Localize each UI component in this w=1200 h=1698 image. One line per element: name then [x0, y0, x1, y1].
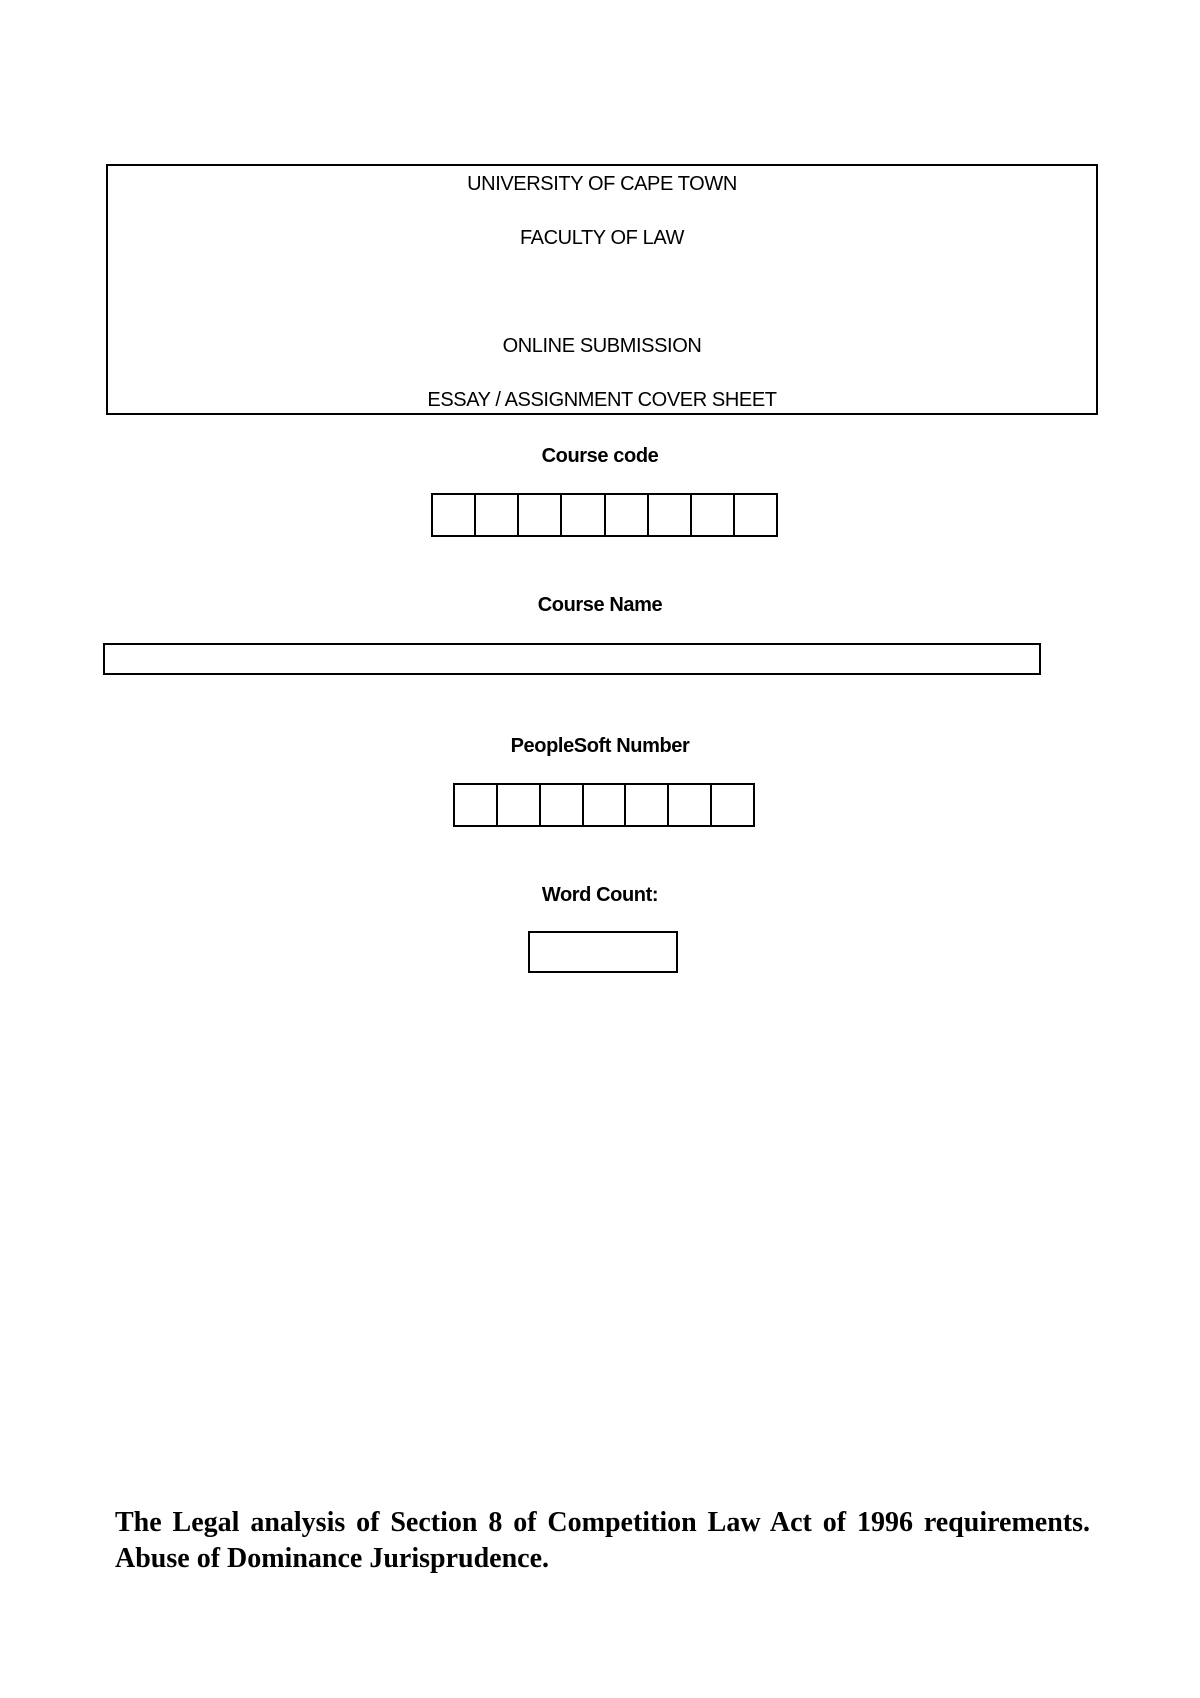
- course-code-cell[interactable]: [562, 495, 605, 535]
- course-code-cell[interactable]: [606, 495, 649, 535]
- course-code-label: Course code: [541, 445, 659, 467]
- course-name-label: Course Name: [537, 594, 663, 616]
- course-code-cell[interactable]: [692, 495, 735, 535]
- peoplesoft-number-cell[interactable]: [712, 785, 753, 825]
- university-name: UNIVERSITY OF CAPE TOWN: [467, 173, 737, 195]
- cover-sheet-title: ESSAY / ASSIGNMENT COVER SHEET: [427, 389, 777, 411]
- faculty-name: FACULTY OF LAW: [519, 227, 685, 249]
- course-code-cell[interactable]: [433, 495, 476, 535]
- peoplesoft-number-cell[interactable]: [584, 785, 627, 825]
- course-code-cell[interactable]: [519, 495, 562, 535]
- course-name-field[interactable]: [103, 643, 1041, 675]
- course-code-cell[interactable]: [735, 495, 776, 535]
- peoplesoft-number-cell[interactable]: [498, 785, 541, 825]
- peoplesoft-number-cell[interactable]: [626, 785, 669, 825]
- submission-type: ONLINE SUBMISSION: [502, 335, 702, 357]
- course-code-field[interactable]: [431, 493, 778, 537]
- word-count-label: Word Count:: [541, 884, 659, 906]
- course-code-cell[interactable]: [649, 495, 692, 535]
- word-count-field[interactable]: [528, 931, 678, 973]
- peoplesoft-number-cell[interactable]: [541, 785, 584, 825]
- cover-header-box: [106, 164, 1098, 415]
- essay-title: The Legal analysis of Section 8 of Competition Law Act of 1996 requirements. Abuse of Dominance Jurisprudence.: [115, 1507, 1090, 1574]
- peoplesoft-number-label: PeopleSoft Number: [510, 735, 690, 757]
- peoplesoft-number-cell[interactable]: [455, 785, 498, 825]
- course-code-cell[interactable]: [476, 495, 519, 535]
- peoplesoft-number-field[interactable]: [453, 783, 755, 827]
- peoplesoft-number-cell[interactable]: [669, 785, 712, 825]
